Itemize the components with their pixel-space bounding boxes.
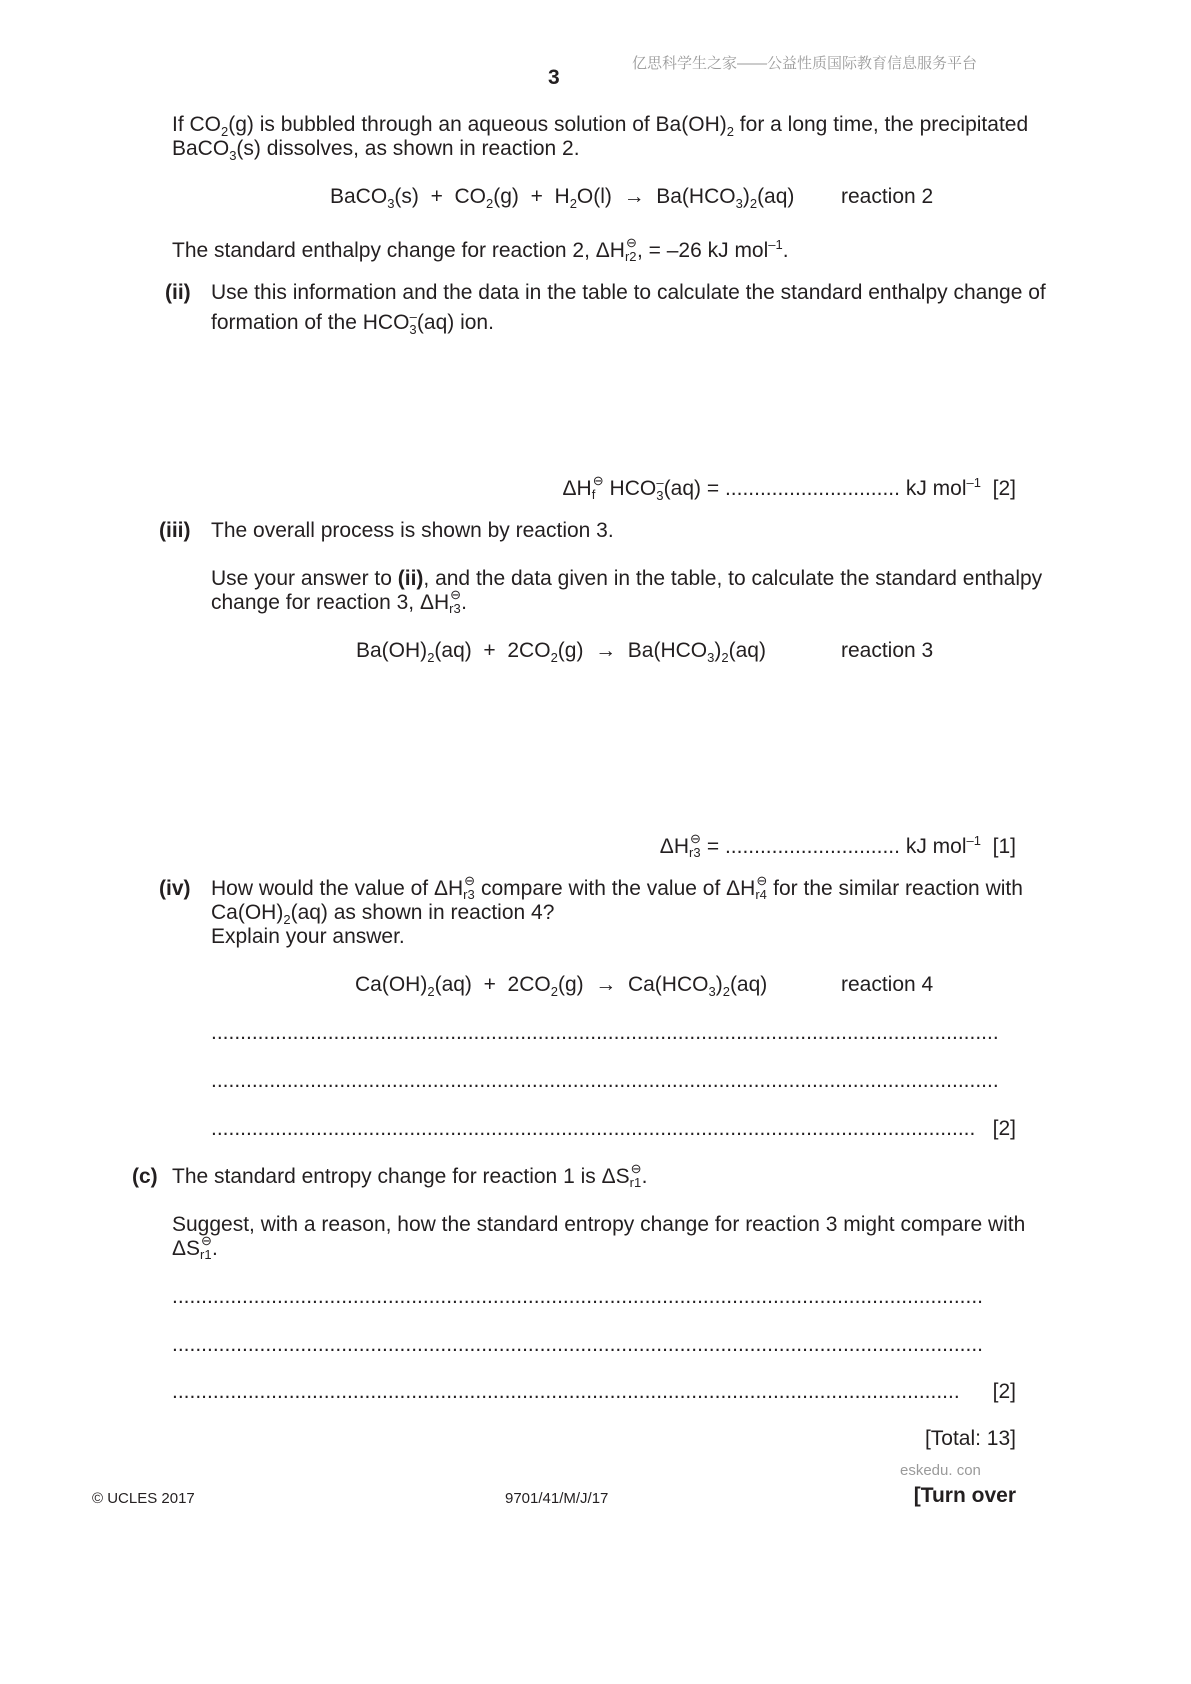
part-c-label: (c) xyxy=(132,1165,158,1188)
page-number: 3 xyxy=(548,66,560,89)
part-c-marks: [2] xyxy=(992,1380,1016,1403)
part-iii-line-3: change for reaction 3, ΔH ⊖ r3 . xyxy=(211,587,468,616)
reaction-2-label: reaction 2 xyxy=(841,185,934,208)
reaction-4-label: reaction 4 xyxy=(841,973,934,996)
part-ii-line-2: formation of the $HCO_3^-(aq)$ ion. xyxy=(211,309,494,337)
part-ii-answer-line[interactable]: ΔH ⊖ f $HCO_3^-(aq)$ = .............................. kJ mol$^{-1}$ [2] xyxy=(562,473,1016,503)
intro-line-1: If $CO_2(g)$ is bubbled through an aqueous solution of $Ba(OH)_2$ for a long time, the precipitated xyxy=(172,113,1029,139)
part-c-line-2: Suggest, with a reason, how the standard entropy change for reaction 3 might compare with xyxy=(172,1213,1026,1236)
part-c-line-3: ΔS ⊖ r1 . xyxy=(172,1233,218,1262)
part-ii-marks: [2] xyxy=(992,477,1016,500)
turn-over-label: [Turn over xyxy=(913,1484,1016,1507)
part-iii-line-2: Use your answer to (ii), and the data given in the table, to calculate the standard enthalpy xyxy=(211,567,1043,590)
footer-paper-code: 9701/41/M/J/17 xyxy=(505,1490,609,1507)
intro-line-2: BaCO$_3$(s) dissolves, as shown in reaction 2. xyxy=(172,137,580,163)
part-c-line-1: The standard entropy change for reaction 1 is ΔS ⊖ r1 . xyxy=(172,1161,648,1190)
part-iii-marks: [1] xyxy=(992,835,1016,858)
part-c-answer-line-2[interactable]: ........................................................................................................................................... xyxy=(172,1333,983,1356)
part-iv-answer-line-1[interactable]: ....................................................................................................................................... xyxy=(211,1021,999,1044)
reaction-3-label: reaction 3 xyxy=(841,639,934,662)
watermark-header: 亿思科学生之家——公益性质国际教育信息服务平台 xyxy=(632,55,978,72)
watermark-footer: eskedu. con xyxy=(900,1462,981,1479)
part-iii-label: (iii) xyxy=(159,519,191,542)
part-iv-answer-line-3[interactable]: ................................................................................................................................... xyxy=(211,1117,976,1140)
enthalpy-r2-statement: The standard enthalpy change for reaction 2, ΔH ⊖ r2 , = –26 kJ mol$^{-1}$. xyxy=(172,235,789,264)
part-iv-line-3: Explain your answer. xyxy=(211,925,405,948)
part-iii-answer-line[interactable]: ΔH ⊖ r3 = .............................. kJ mol$^{-1}$ [1] xyxy=(659,831,1016,860)
footer-copyright: © UCLES 2017 xyxy=(92,1490,195,1507)
part-iii-line-1: The overall process is shown by reaction 3. xyxy=(211,519,614,542)
part-c-answer-line-3[interactable]: ....................................................................................................................................... xyxy=(172,1380,960,1403)
part-iv-line-2: $Ca(OH)_2(aq)$ as shown in reaction 4? xyxy=(211,901,555,927)
part-iv-label: (iv) xyxy=(159,877,191,900)
part-iv-line-1: How would the value of ΔH ⊖ r3 compare with the value of ΔH ⊖ r4 for the similar reaction with xyxy=(211,873,1023,902)
total-marks: [Total: 13] xyxy=(924,1427,1016,1450)
reaction-3-equation: $Ba(OH)_2(aq) + 2CO_2(g) \to Ba(HCO_3)_2(aq)$ xyxy=(356,639,766,665)
part-ii-line-1: Use this information and the data in the table to calculate the standard enthalpy change of xyxy=(211,281,1046,304)
reaction-2-equation: BaCO$_3$(s) + $CO_2(g) + H_2O(l) \to Ba(HCO_3)_2(aq)$ xyxy=(330,185,795,211)
part-iv-marks: [2] xyxy=(992,1117,1016,1140)
reaction-4-equation: $Ca(OH)_2(aq) + 2CO_2(g) \to Ca(HCO_3)_2(aq)$ xyxy=(355,973,768,999)
part-iv-answer-line-2[interactable]: ....................................................................................................................................... xyxy=(211,1069,999,1092)
part-c-answer-line-1[interactable]: ........................................................................................................................................... xyxy=(172,1285,983,1308)
part-ii-label: (ii) xyxy=(165,281,191,304)
